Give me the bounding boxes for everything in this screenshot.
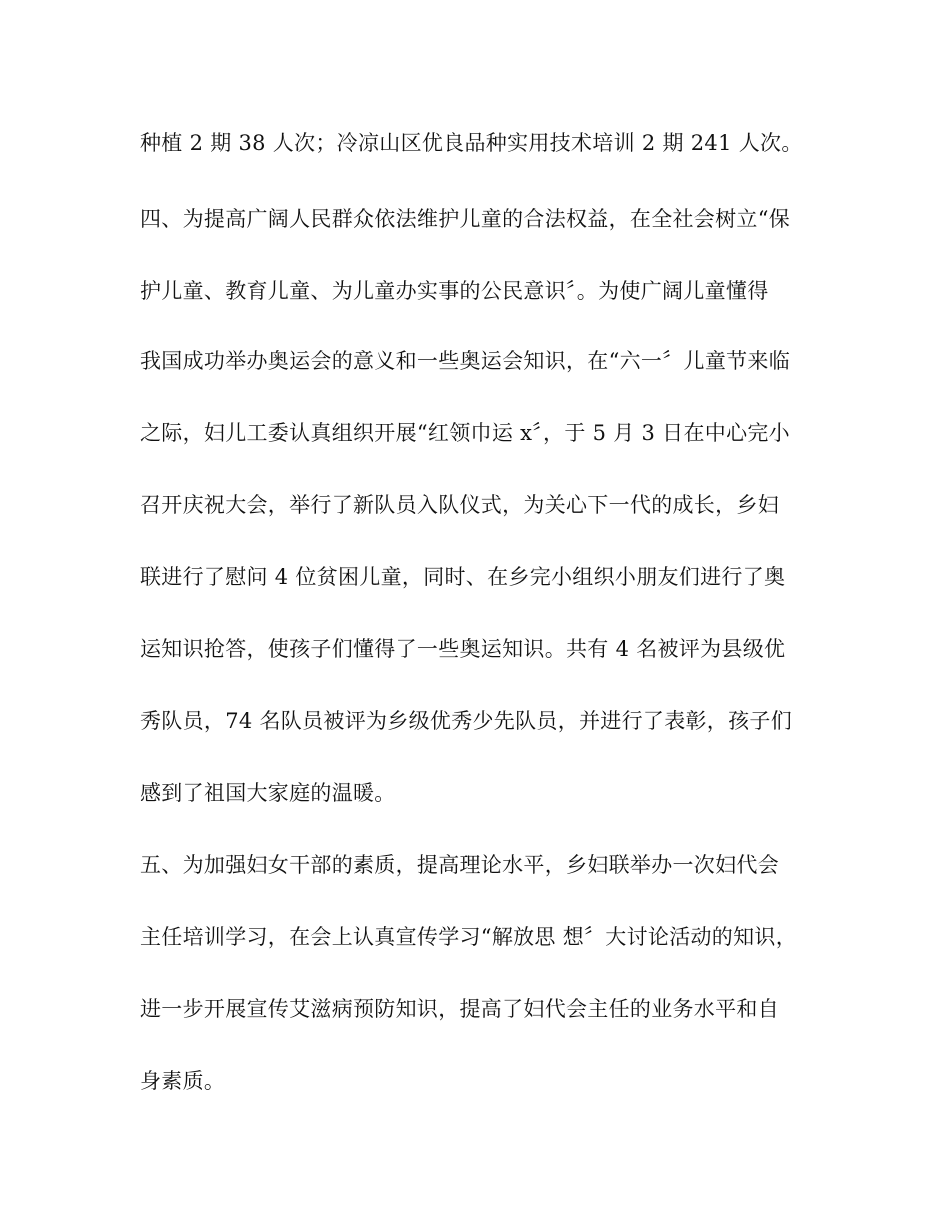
text-line-13: 进一步开展宣传艾滋病预防知识，提高了妇代会主任的业务水平和自 (140, 997, 779, 1021)
text-line-2: 四、为提高广阔人民群众依法维护儿童的合法权益，在全社会树立“保 (140, 207, 791, 231)
text-line-4: 我国成功举办奥运会的意义和一些奥运会知识，在“六一〞儿童节来临 (140, 349, 791, 373)
text-line-10: 感到了祖国大家庭的温暖。 (140, 781, 396, 805)
text-line-9: 秀队员，74 名队员被评为乡级优秀少先队员，并进行了表彰，孩子们 (140, 709, 792, 733)
text-line-8: 运知识抢答，使孩子们懂得了一些奥运知识。共有 4 名被评为县级优 (140, 637, 786, 661)
text-line-11: 五、为加强妇女干部的素质，提高理论水平，乡妇联举办一次妇代会 (140, 853, 779, 877)
text-line-3: 护儿童、教育儿童、为儿童办实事的公民意识〞。为使广阔儿童懂得 (140, 279, 769, 303)
text-line-14: 身素质。 (140, 1069, 226, 1093)
text-line-12: 主任培训学习，在会上认真宣传学习“解放思 想〞大讨论活动的知识， (140, 925, 798, 949)
text-line-5: 之际，妇儿工委认真组织开展“红领巾运 x〞，于 5 月 3 日在中心完小 (140, 421, 790, 445)
text-line-6: 召开庆祝大会，举行了新队员入队仪式，为关心下一代的成长，乡妇 (140, 493, 779, 517)
text-line-1: 种植 2 期 38 人次；冷凉山区优良品种实用技术培训 2 期 241 人次。 (140, 131, 803, 155)
text-line-7: 联进行了慰问 4 位贫困儿童，同时、在乡完小组织小朋友们进行了奥 (140, 565, 786, 589)
